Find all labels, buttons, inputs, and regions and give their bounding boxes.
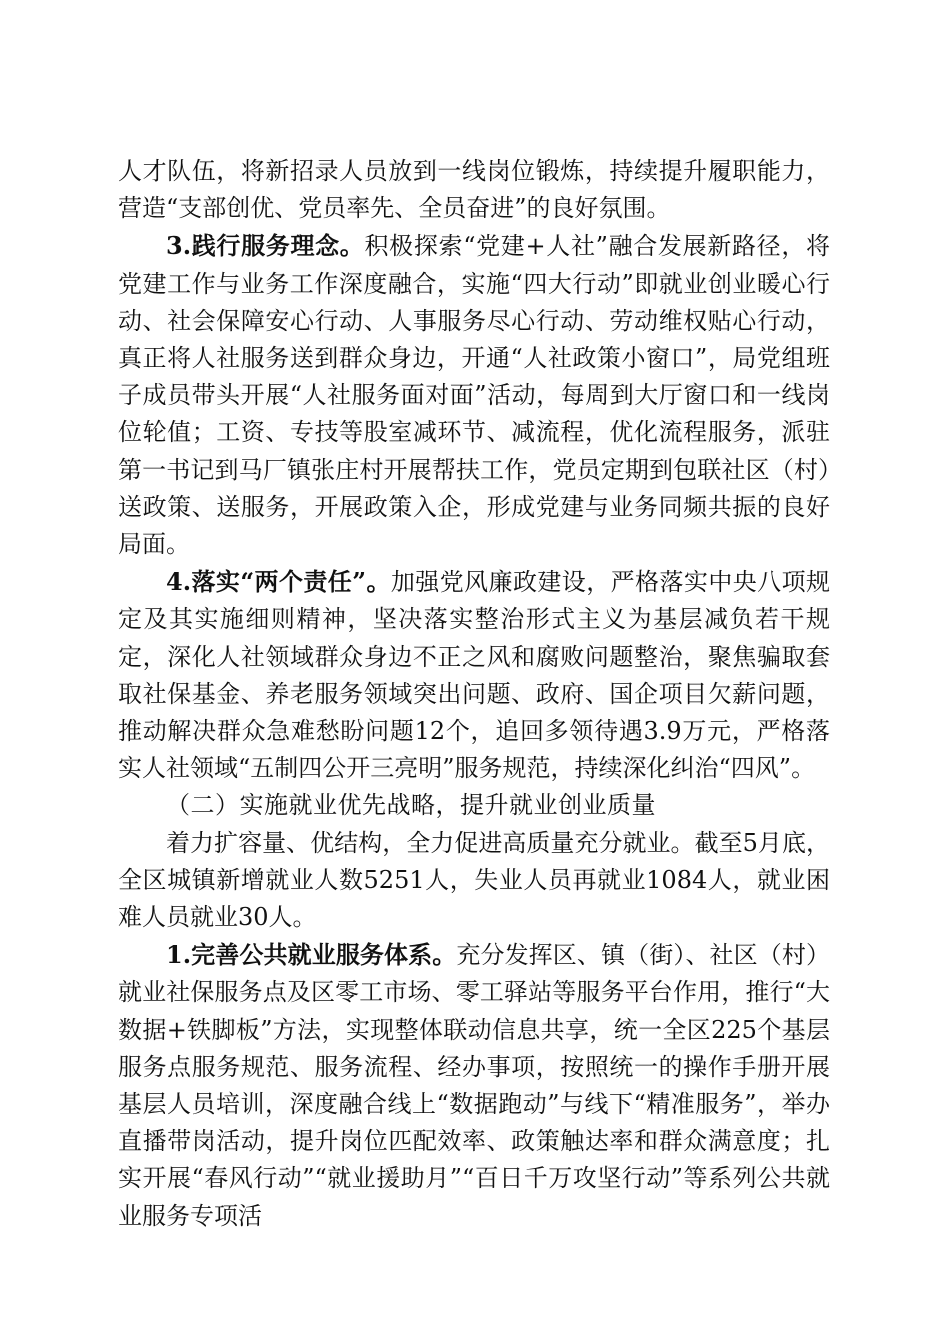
- paragraph-two-responsibilities: [118, 563, 830, 787]
- paragraph-continuation: [118, 153, 830, 227]
- paragraph-employment-summary: [118, 825, 830, 937]
- paragraph-text: 充分发挥区、镇（街）、社区（村）就业社保服务点及区零工市场、零工驿站等服务平台作用，推行“大数据+铁脚板”方法，实现整体联动信息共享，统一全区225个基层服务点服务规范、服务流程、经办事项，按照统一的操作手册开展基层人员培训，深度融合线上“数据跑动”与线下“精准服务”，举办直播带岗活动，提升岗位匹配效率、政策触达率和群众满意度；扎实开展“春风行动”“就业援助月”“百日千万攻坚行动”等系列公共就业服务专项活: [118, 941, 830, 1230]
- section-heading: （二）实施就业优先战略，提升就业创业质量: [166, 791, 656, 820]
- paragraph-text: 积极探索“党建+人社”融合发展新路径，将党建工作与业务工作深度融合，实施“四大行动”即就业创业暖心行动、社会保障安心行动、人事服务尽心行动、劳动维权贴心行动，真正将人社服务送到群众身边，开通“人社政策小窗口”，局党组班子成员带头开展“人社服务面对面”活动，每周到大厅窗口和一线岗位轮值；工资、专技等股室减环节、减流程，优化流程服务，派驻第一书记到马厂镇张庄村开展帮扶工作，党员定期到包联社区（村）送政策、送服务，开展政策入企，形成党建与业务同频共振的良好局面。: [118, 232, 830, 559]
- paragraph-lead-heading: 4.落实“两个责任”。: [166, 567, 391, 597]
- paragraph-practice-service-concept: [118, 227, 830, 563]
- paragraph-text: 人才队伍，将新招录人员放到一线岗位锻炼，持续提升履职能力，营造“支部创优、党员率先、全员奋进”的良好氛围。: [118, 157, 830, 223]
- paragraph-public-employment-service: [118, 936, 830, 1235]
- paragraph-text: 着力扩容量、优结构，全力促进高质量充分就业。截至5月底，全区城镇新增就业人数5251人，失业人员再就业1084人，就业困难人员就业30人。: [118, 828, 830, 932]
- paragraph-lead-heading: 1.完善公共就业服务体系。: [166, 940, 457, 970]
- paragraph-lead-heading: 3.践行服务理念。: [166, 231, 365, 261]
- document-body: [118, 153, 830, 1235]
- paragraph-text: 加强党风廉政建设，严格落实中央八项规定及其实施细则精神，坚决落实整治形式主义为基层减负若干规定，深化人社领域群众身边不正之风和腐败问题整治，聚焦骗取套取社保基金、养老服务领域突出问题、政府、国企项目欠薪问题，推动解决群众急难愁盼问题12个，追回多领待遇3.9万元，严格落实人社领域“五制四公开三亮明”服务规范，持续深化纠治“四风”。: [118, 568, 830, 783]
